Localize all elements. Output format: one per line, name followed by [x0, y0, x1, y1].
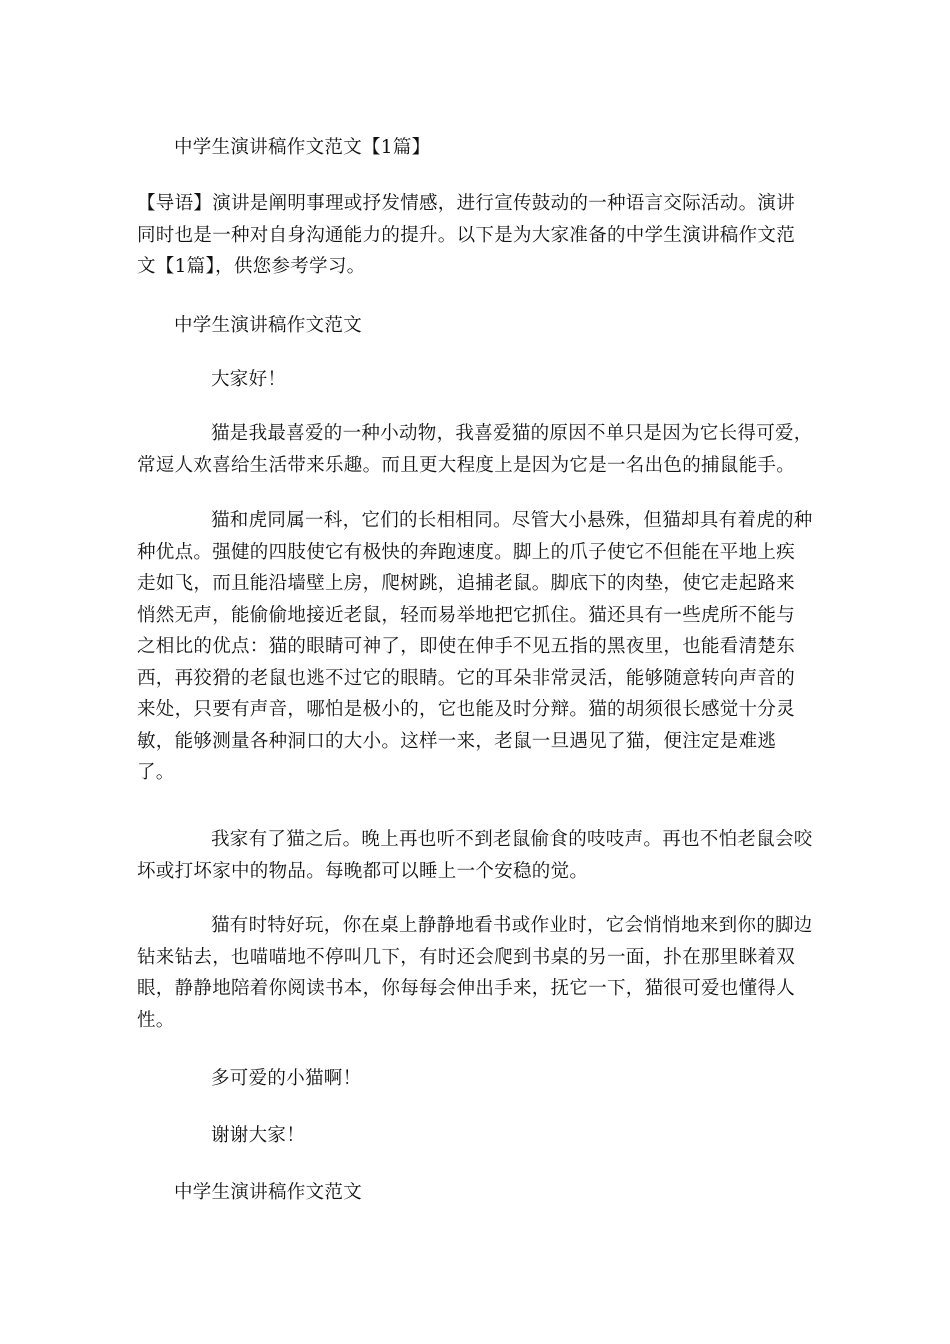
exclamation-line: 多可爱的小猫啊！ — [211, 1068, 362, 1089]
section-heading: 中学生演讲稿作文范文 — [174, 315, 363, 336]
intro-paragraph: 【导语】演讲是阐明事理或抒发情感，进行宣传鼓动的一种语言交际活动。演讲同时也是一种对自身沟通能力的提升。以下是为大家准备的中学生演讲稿作文范文【1篇】，供您参考学习。 — [137, 193, 796, 277]
body-paragraph: 猫是我最喜爱的一种小动物，我喜爱猫的原因不单只是因为它长得可爱，常逗人欢喜给生活带来乐趣。而且更大程度上是因为它是一名出色的捕鼠能手。 — [137, 423, 813, 476]
document-title: 中学生演讲稿作文范文【1篇】 — [174, 137, 431, 158]
greeting: 大家好！ — [211, 369, 287, 390]
closing-line: 谢谢大家！ — [211, 1125, 306, 1146]
body-paragraph: 我家有了猫之后。晚上再也听不到老鼠偷食的吱吱声。再也不怕老鼠会咬坏或打坏家中的物品。每晚都可以睡上一个安稳的觉。 — [137, 829, 813, 882]
section-heading: 中学生演讲稿作文范文 — [174, 1182, 363, 1203]
body-paragraph: 猫和虎同属一科，它们的长相相同。尽管大小悬殊，但猫却具有着虎的种种优点。强健的四肢使它有极快的奔跑速度。脚上的爪子使它不但能在平地上疾走如飞，而且能沿墙壁上房，爬树跳，追捕老鼠。脚底下的肉垫，使它走起路来悄然无声，能偷偷地接近老鼠，轻而易举地把它抓住。猫还具有一些虎所不能与之相比的优点：猫的眼睛可神了，即使在伸手不见五指的黑夜里，也能看清楚东西，再狡猾的老鼠也逃不过它的眼睛。它的耳朵非常灵活，能够随意转向声音的来处，只要有声音，哪怕是极小的，它也能及时分辩。猫的胡须很长感觉十分灵敏，能够测量各种洞口的大小。这样一来，老鼠一旦遇见了猫，便注定是难逃了。 — [137, 510, 813, 783]
body-paragraph: 猫有时特好玩，你在桌上静静地看书或作业时，它会悄悄地来到你的脚边钻来钻去，也喵喵地不停叫几下，有时还会爬到书桌的另一面，扑在那里眯着双眼，静静地陪着你阅读书本，你每每会伸出手来，抚它一下，猫很可爱也懂得人性。 — [137, 915, 813, 1031]
